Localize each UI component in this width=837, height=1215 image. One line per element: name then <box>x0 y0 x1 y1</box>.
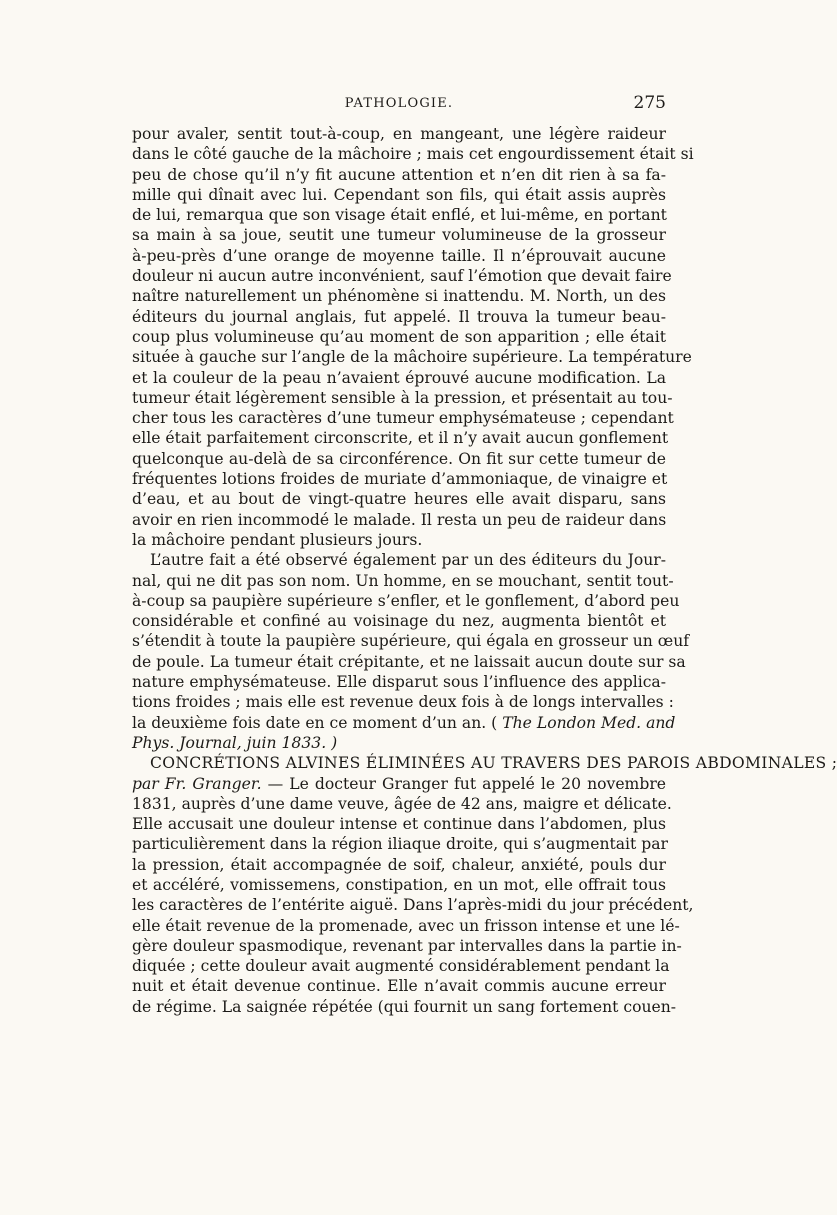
section-heading: CONCRÉTIONS ALVINES ÉLIMINÉES AU TRAVERS DES PAROIS ABDOMINALES ; <box>150 754 837 773</box>
text-line: pour avaler, sentit tout-à-coup, en mangeant, une légère raideur <box>132 125 666 143</box>
text-line: quelconque au-delà de sa circonférence. On fit sur cette tumeur de <box>132 449 666 468</box>
text-fragment: Le docteur Granger fut appelé le 20 novembre <box>289 774 667 793</box>
text-line: naître naturellement un phénomène si inattendu. M. North, un des <box>132 287 666 306</box>
page-number: 275 <box>633 93 666 113</box>
author-credit: par Fr. Granger. <box>132 774 262 793</box>
text-line: à-peu-près d’une orange de moyenne taille. Il n’éprouvait aucune <box>132 246 666 265</box>
journal-reference: Phys. Journal, juin 1833. ) <box>132 733 338 752</box>
text-line: située à gauche sur l’angle de la mâchoire supérieure. La température <box>132 348 692 367</box>
text-line: fréquentes lotions froides de muriate d’ammoniaque, de vinaigre et <box>132 470 668 489</box>
text-line: la mâchoire pendant plusieurs jours. <box>132 530 423 549</box>
text-line: considérable et confiné au voisinage du nez, augmenta bientôt et <box>132 612 666 631</box>
text-line: douleur ni aucun autre inconvénient, sauf l’émotion que devait faire <box>132 267 672 286</box>
text-line: coup plus volumineuse qu’au moment de son apparition ; elle était <box>132 327 666 346</box>
text-line: tumeur était légèrement sensible à la pression, et présentait au tou- <box>132 388 673 407</box>
text-line: mille qui dînait avec lui. Cependant son fils, qui était assis auprès <box>132 185 666 204</box>
text-line: nature emphysémateuse. Elle disparut sous l’influence des applica- <box>132 673 666 692</box>
text-line: et accéléré, vomissemens, constipation, en un mot, elle offrait tous <box>132 875 666 894</box>
text-line: avoir en rien incommodé le malade. Il resta un peu de raideur dans <box>132 510 667 529</box>
text-line: Elle accusait une douleur intense et continue dans l’abdomen, plus <box>132 815 666 834</box>
text-line: tions froides ; mais elle est revenue deux fois à de longs intervalles : <box>132 693 674 712</box>
text-line: elle était revenue de la promenade, avec un frisson intense et une lé- <box>132 916 680 935</box>
text-line: sa main à sa joue, seutit une tumeur volumineuse de la grosseur <box>132 226 666 245</box>
text-fragment: ( <box>491 713 503 732</box>
text-line: particulièrement dans la région iliaque droite, qui s’augmentait par <box>132 835 668 854</box>
text-line: peu de chose qu’il n’y fit aucune attention et n’en dit rien à sa fa- <box>132 165 666 184</box>
text-line: les caractères de l’entérite aiguë. Dans l’après-midi du jour précédent, <box>132 896 694 915</box>
text-line: éditeurs du journal anglais, fut appelé. Il trouva la tumeur beau- <box>132 307 666 326</box>
text-line: d’eau, et au bout de vingt-quatre heures elle avait disparu, sans <box>132 490 666 509</box>
text-line <box>132 713 676 733</box>
text-line: gère douleur spasmodique, revenant par intervalles dans la partie in- <box>132 936 682 955</box>
text-fragment: la deuxième fois date en ce moment d’un an. <box>132 713 487 732</box>
text-line: s’étendit à toute la paupière supérieure, qui égala en grosseur un œuf <box>132 632 690 651</box>
text-line: 1831, auprès d’une dame veuve, âgée de 42 ans, maigre et délicate. <box>132 794 672 813</box>
text-line: de poule. La tumeur était crépitante, et ne laissait aucun doute sur sa <box>132 652 686 671</box>
text-line <box>132 774 666 794</box>
text-line: nal, qui ne dit pas son nom. Un homme, en se mouchant, sentit tout- <box>132 571 674 590</box>
body-text <box>132 124 837 1017</box>
text-line: dans le côté gauche de la mâchoire ; mais cet engourdissement était si <box>132 145 694 164</box>
text-line <box>132 733 666 753</box>
text-line: L’autre fait a été observé également par un des éditeurs du Jour- <box>150 551 666 570</box>
text-line: de régime. La saignée répétée (qui fournit un sang fortement couen- <box>132 997 677 1016</box>
text-line: la pression, était accompagnée de soif, chaleur, anxiété, pouls dur <box>132 855 666 874</box>
text-fragment: — <box>261 774 290 793</box>
text-line: cher tous les caractères d’une tumeur emphysémateuse ; cependant <box>132 409 674 428</box>
journal-reference: The London Med. and <box>502 713 676 732</box>
text-line: elle était parfaitement circonscrite, et il n’y avait aucun gonflement <box>132 429 669 448</box>
text-line: diquée ; cette douleur avait augmenté considérablement pendant la <box>132 957 670 976</box>
running-head <box>132 93 666 122</box>
text-line: à-coup sa paupière supérieure s’enfler, et le gonflement, d’abord peu <box>132 591 680 610</box>
running-title: PATHOLOGIE. <box>344 96 454 111</box>
text-line: de lui, remarqua que son visage était enflé, et lui-même, en portant <box>132 206 667 225</box>
text-line: nuit et était devenue continue. Elle n’avait commis aucune erreur <box>132 977 666 996</box>
text-line: et la couleur de la peau n’avaient éprouvé aucune modification. La <box>132 368 666 387</box>
